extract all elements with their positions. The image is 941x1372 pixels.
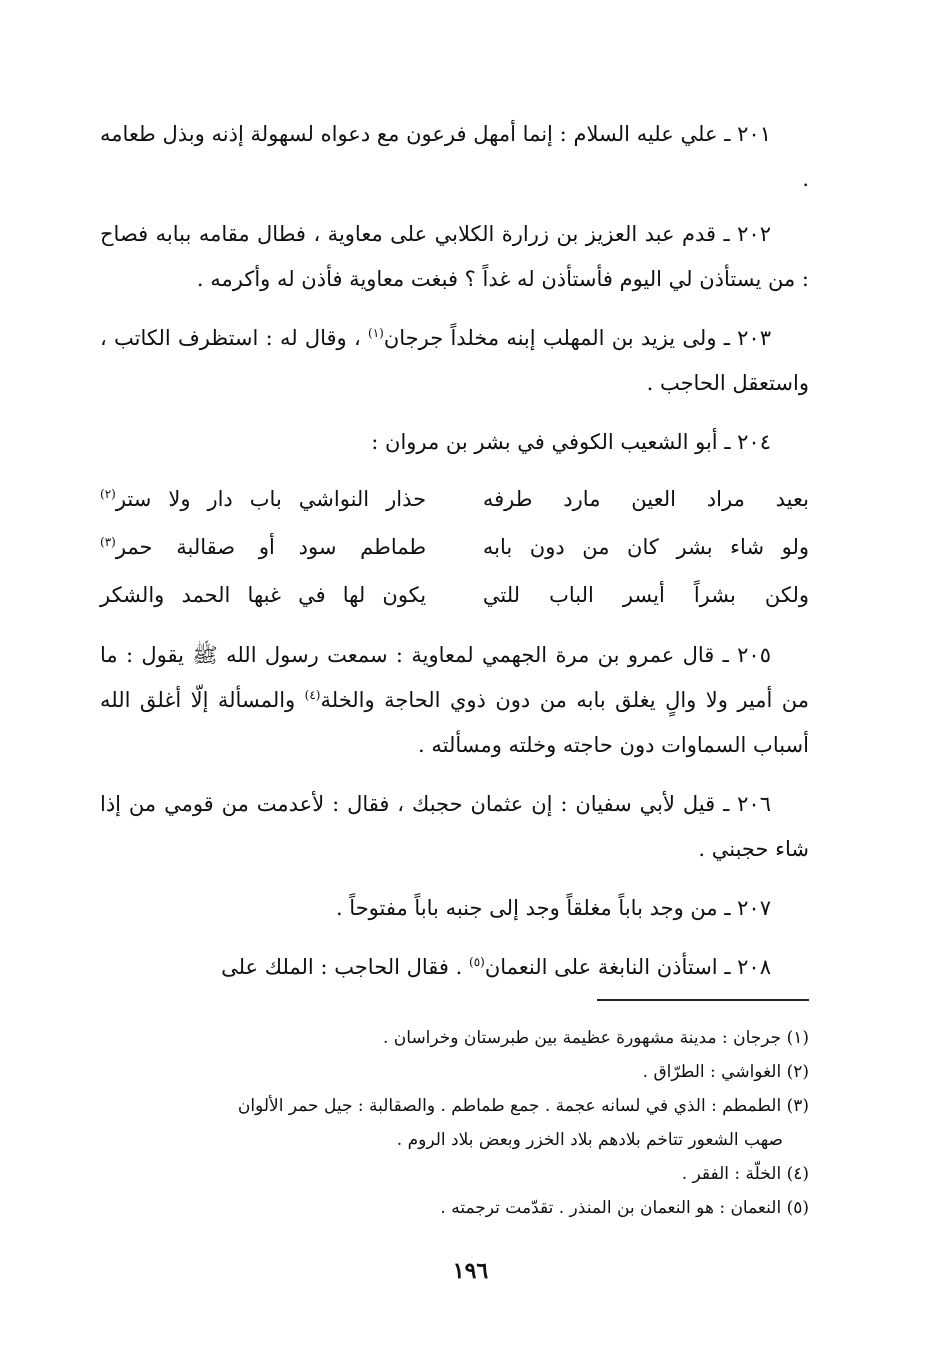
paragraph-201 [100,112,809,202]
footnote-2: (٢) الغواشي : الطرّاق . [642,1062,809,1082]
poem-verse-1-second-hemistich [100,475,426,523]
paragraph-206-text: ٢٠٦ ـ قيل لأبي سفيان : إن عثمان حجبك ، فقال : لأعدمت من قومي من إذا شاء حجبني . [100,792,809,861]
paragraph-207 [100,886,809,931]
poem [100,475,809,619]
poem-verse-3-second-hemistich: يكون لها في غبها الحمد والشكر [100,583,427,607]
paragraph-201-text: ٢٠١ ـ علي عليه السلام : إنما أمهل فرعون مع دعواه لسهولة إذنه وبذل طعامه . [100,122,809,191]
paragraph-207-text: ٢٠٧ ـ من وجد باباً مغلقاً وجد إلى جنبه باباً مفتوحاً . [335,896,771,920]
paragraph-205-text-a: ٢٠٥ ـ قال عمرو بن مرة الجهمي لمعاوية : سمعت رسول الله ﷺ يقول : ما من أمير ولا والٍ يغلق بابه من دون ذوي الحاجة والخلة [100,643,810,712]
paragraph-203 [100,316,809,406]
footnote-3-continuation: صهب الشعور تتاخم بلادهم بلاد الخزر وبعض بلاد الروم . [396,1130,783,1150]
paragraph-208-text-a: ٢٠٨ ـ استأذن النابغة على النعمان [484,955,771,979]
poem-verse-1 [100,475,809,523]
poem-verse-1-second-text: حذار النواشي باب دار ولا ستر [115,487,427,511]
paragraph-202-text: ٢٠٢ ـ قدم عبد العزيز بن زرارة الكلابي على معاوية ، فطال مقامه ببابه فصاح : من يستأذن لي اليوم فأستأذن له غداً ؟ فبغت معاوية فأذن له وأكرمه . [100,222,809,291]
paragraph-203-text-b: ، وقال له : استظرف الكاتب ، واستعقل الحاجب . [100,326,809,395]
footnote-5: (٥) النعمان : هو النعمان بن المنذر . تقدّمت ترجمته . [440,1198,809,1218]
footnote-3: (٣) الطمطم : الذي في لسانه عجمة . جمع طماطم . والصقالبة : جيل حمر الألوان [237,1096,809,1116]
paragraph-208 [100,945,809,990]
poem-verse-2 [100,523,809,571]
main-text [100,112,809,1004]
footnote-ref-3: (٣) [100,535,116,549]
paragraph-204 [100,420,809,465]
footnote-ref-5: (٥) [469,955,485,969]
paragraph-206 [100,782,809,872]
poem-verse-3 [100,571,809,619]
poem-verse-2-second-text: طماطم سود أو صقالبة حمر [115,535,427,559]
paragraph-208-text-b: . فقال الحاجب : الملك على [221,955,469,979]
paragraph-205-text-b: والمسألة إلّا أغلق الله أسباب السماوات دون حاجته وخلته ومسألته . [100,688,809,757]
paragraph-205 [100,633,809,768]
footnotes [100,1021,809,1225]
footnote-ref-4: (٤) [304,688,321,702]
paragraph-202 [100,212,809,302]
footnote-ref-2: (٢) [100,487,116,501]
paragraph-203-text-a: ٢٠٣ ـ ولى يزيد بن المهلب إبنه مخلداً جرجان [383,326,771,350]
page-number: ١٩٦ [452,1258,489,1284]
footnote-ref-1: (١) [368,326,384,340]
footnote-4: (٤) الخلّة : الفقر . [681,1164,809,1184]
poem-verse-1-first-hemistich: بعيد مراد العين مارد طرفه [482,487,809,511]
poem-verse-2-second-hemistich [100,523,426,571]
poem-verse-2-first-hemistich: ولو شاء بشر كان من دون بابه [482,535,809,559]
poem-verse-3-first-hemistich: ولكن بشراً أيسر الباب للتي [482,583,809,607]
footnote-divider [597,999,809,1001]
paragraph-204-text: ٢٠٤ ـ أبو الشعيب الكوفي في بشر بن مروان : [371,430,771,454]
footnote-1: (١) جرجان : مدينة مشهورة عظيمة بين طبرستان وخراسان . [382,1028,809,1048]
